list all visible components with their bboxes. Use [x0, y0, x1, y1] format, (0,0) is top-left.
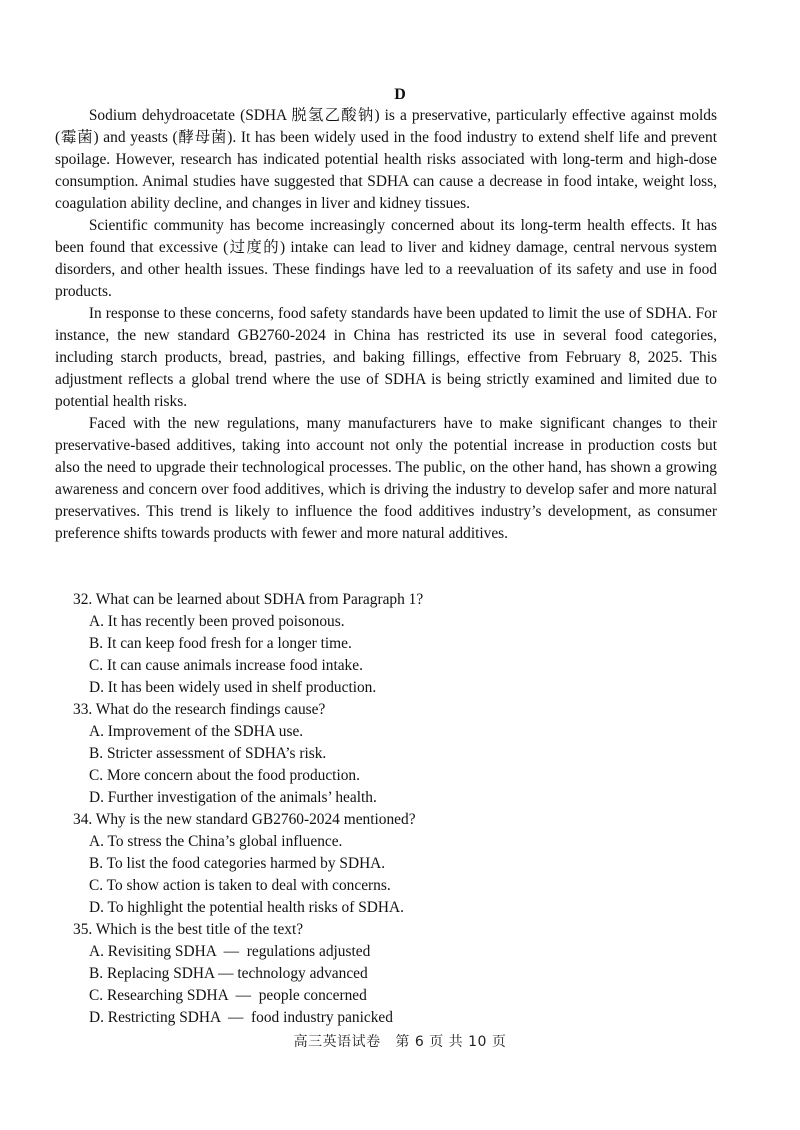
question-list — [73, 589, 713, 1029]
option-a: A. Revisiting SDHA — regulations adjusted — [89, 943, 371, 960]
option-c: C. More concern about the food production. — [89, 767, 360, 784]
option-a: A. It has recently been proved poisonous. — [89, 613, 345, 630]
question-stem: 33. What do the research findings cause? — [73, 701, 326, 718]
question-32 — [73, 589, 713, 699]
option-d: D. Further investigation of the animals’ health. — [89, 789, 377, 806]
paragraph-2: Scientific community has become increasingly concerned about its long-term health effects. It has been found that excessive (过度的) intake can lead to liver and kidney damage, central nervous system disorders, and other health issues. These findings have led to a reevaluation of its safety and use in food products. — [55, 217, 717, 300]
paragraph-3: In response to these concerns, food safety standards have been updated to limit the use of SDHA. For instance, the new standard GB2760-2024 in China has restricted its use in several food categories, including starch products, bread, pastries, and baking fillings, effective from February 8, 2025. This adjustment reflects a global trend where the use of SDHA is being strictly examined and limited due to potential health risks. — [55, 305, 717, 410]
option-c: C. Researching SDHA — people concerned — [89, 987, 367, 1004]
option-c: C. To show action is taken to deal with concerns. — [89, 877, 391, 894]
question-33 — [73, 699, 713, 809]
paragraph-4: Faced with the new regulations, many manufacturers have to make significant changes to their preservative-based additives, taking into account not only the potential increase in production costs but also the need to upgrade their technological processes. The public, on the other hand, has shown a growing awareness and concern over food additives, which is driving the industry to develop safer and more natural preservatives. This trend is likely to influence the food additives industry’s development, as consumer preference shifts towards products with fewer and more natural additives. — [55, 415, 717, 542]
page-number-label: 高三英语试卷 第 6 页 共 10 页 — [293, 1034, 507, 1050]
section-title: D — [394, 86, 406, 103]
option-b: B. To list the food categories harmed by SDHA. — [89, 855, 386, 872]
option-b: B. Stricter assessment of SDHA’s risk. — [89, 745, 327, 762]
option-d: D. To highlight the potential health risks of SDHA. — [89, 899, 404, 916]
paragraph-1: Sodium dehydroacetate (SDHA 脱氢乙酸钠) is a preservative, particularly effective against molds (霉菌) and yeasts (酵母菌). It has been widely used in the food industry to extend shelf life and prevent spoilage. However, research has indicated potential health risks associated with long-term and high-dose consumption. Animal studies have suggested that SDHA can cause a decrease in food intake, weight loss, coagulation ability decline, and changes in liver and kidney tissues. — [55, 107, 717, 212]
reading-passage — [55, 105, 717, 545]
option-d: D. Restricting SDHA — food industry panicked — [89, 1009, 393, 1026]
option-a: A. To stress the China’s global influence. — [89, 833, 343, 850]
option-b: B. Replacing SDHA — technology advanced — [89, 965, 368, 982]
page-footer — [0, 1032, 800, 1052]
question-34 — [73, 809, 713, 919]
option-d: D. It has been widely used in shelf production. — [89, 679, 377, 696]
option-a: A. Improvement of the SDHA use. — [89, 723, 304, 740]
question-stem: 32. What can be learned about SDHA from Paragraph 1? — [73, 591, 424, 608]
question-35 — [73, 919, 713, 1029]
question-stem: 34. Why is the new standard GB2760-2024 mentioned? — [73, 811, 416, 828]
option-c: C. It can cause animals increase food intake. — [89, 657, 363, 674]
option-b: B. It can keep food fresh for a longer time. — [89, 635, 352, 652]
question-stem: 35. Which is the best title of the text? — [73, 921, 304, 938]
